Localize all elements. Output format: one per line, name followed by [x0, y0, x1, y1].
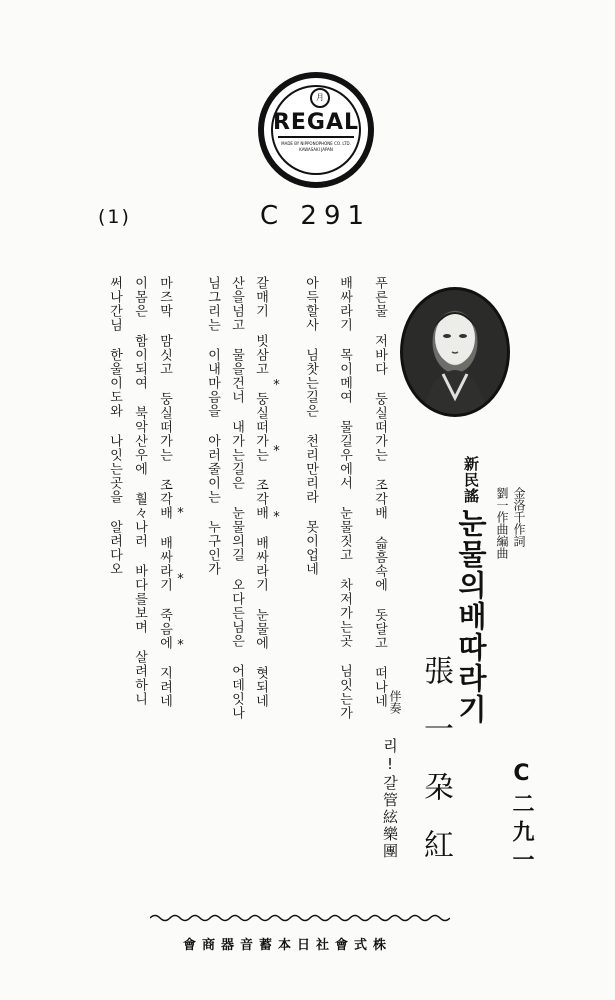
lyric-line: 마즈막 맘싯고 둥실떠가는 조각배 배싸라기 죽음에 지려네: [157, 276, 172, 708]
catalog-number: C 291: [260, 201, 372, 231]
regal-logo: [258, 72, 374, 188]
genre-label: 新民謠: [462, 456, 480, 504]
footer-wave-rule: [150, 913, 450, 923]
verse-separator: * * *: [269, 378, 284, 543]
lyric-line: 이몸은 함이되여 북악산우에 훨々나러 바다를보며 살려하니: [132, 276, 147, 706]
company-footer: 株式會社日本蓄音器商會: [183, 938, 393, 953]
lyric-line: 배싸라기 목이메여 물길우에서 눈물짓고 차저가는곳 님잇는가: [337, 276, 352, 720]
accompaniment-label: 伴奏: [388, 690, 402, 714]
accompaniment-credit: 리!갈管絃樂團: [381, 738, 399, 860]
composer-credit: 劉一作曲編曲: [495, 487, 509, 559]
logo-fine-print: MADE BY NIPPONOPHONE CO. LTD.: [281, 141, 351, 146]
singer-name: 張一朶紅: [418, 655, 453, 887]
lyric-line: 푸른물 저바다 둥실떠가는 조각배 슯흠속에 돗달고 떠나네: [372, 276, 387, 708]
lyric-line: 아득할사 님찻는길은 천리만리라 못이업네: [303, 276, 318, 576]
catalog-number-vertical: C二九一: [509, 761, 534, 876]
logo-emblem-icon: 月: [310, 88, 330, 108]
verse-separator: * * *: [173, 506, 188, 671]
lyric-line: 써나간님 한울이도와 나잇는곳을 알려다오: [107, 276, 122, 576]
logo-fine-print-2: KAWASAKI JAPAN: [299, 147, 333, 152]
song-title: 눈물의배따라기: [454, 508, 488, 725]
lyric-line: 산을넘고 물을건너 내가는길은 눈물의길 오다든님은 어데잇나: [229, 276, 244, 720]
side-number: (1): [98, 206, 131, 228]
lyricist-credit: 金洛千作詞: [512, 487, 526, 547]
logo-divider: [278, 136, 354, 138]
lyric-line: 님그리는 이내마음을 아러줄이는 누구인가: [205, 276, 220, 576]
singer-portrait: [400, 287, 510, 417]
lyric-line: 갈매기 빗삼고 둥실떠가는 조각배 배싸라기 눈물에 혓되네: [253, 276, 268, 708]
logo-word: REGAL: [272, 110, 360, 135]
